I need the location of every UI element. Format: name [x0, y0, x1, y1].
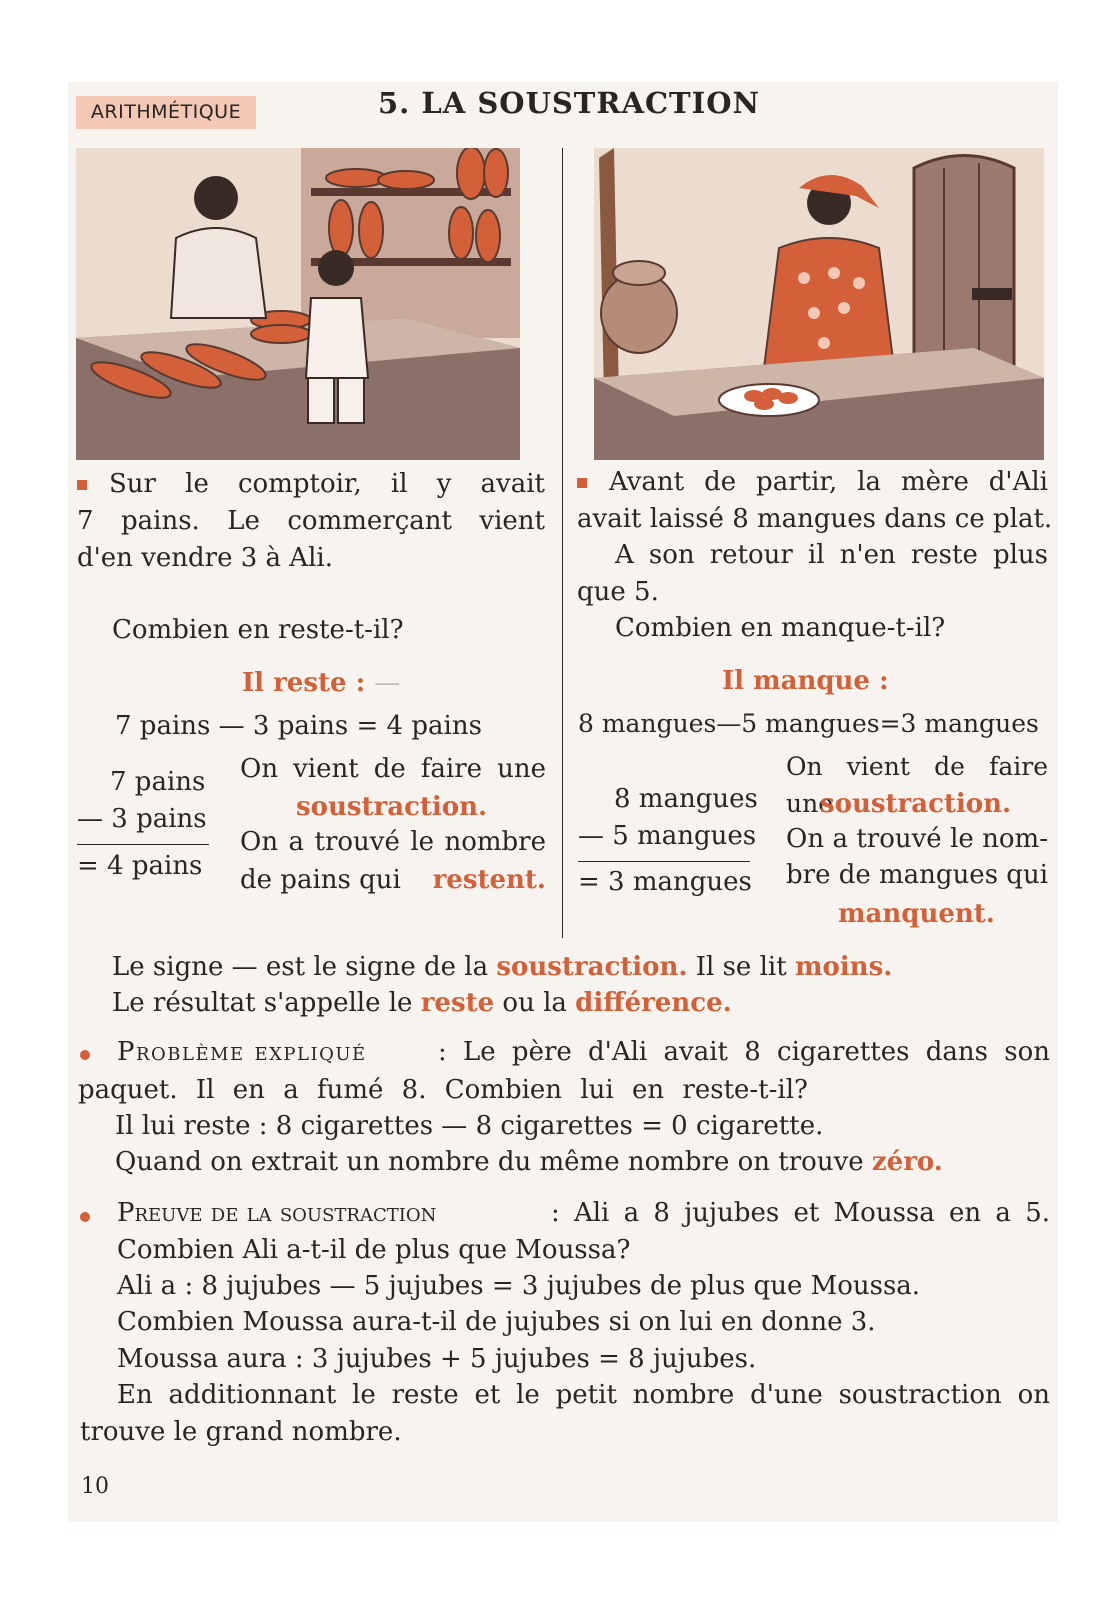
left-explain-1: On vient de faire une: [240, 754, 546, 784]
preuve-line-4: Combien Moussa aura-t-il de jujubes si on lui en donne 3.: [117, 1307, 876, 1337]
bullet-dot-icon: [80, 1050, 90, 1060]
definition-line-1: Le signe — est le signe de la soustraction. Il se lit moins.: [112, 952, 893, 982]
left-explain-4: de pains qui restent.: [240, 865, 546, 895]
preuve-heading: Preuve de la soustraction: [117, 1198, 437, 1228]
right-intro-line-1: Avant de partir, la mère d'Ali: [577, 464, 1048, 501]
subject-tag: ARITHMÉTIQUE: [76, 96, 256, 129]
right-col-sub: — 5 mangues: [578, 821, 757, 851]
probleme-line-4: Quand on extrait un nombre du même nombre on trouve zéro.: [115, 1147, 943, 1177]
probleme-line-2: paquet. Il en a fumé 8. Combien lui en reste-t-il?: [78, 1075, 808, 1105]
preuve-line-7: trouve le grand nombre.: [80, 1417, 402, 1447]
left-col-bar: [77, 844, 209, 845]
preuve-line-2: Combien Ali a-t-il de plus que Moussa?: [117, 1235, 631, 1265]
right-explain-3: On a trouvé le nom-: [786, 824, 1048, 854]
left-intro-line-2: 7 pains. Le commerçant vient: [77, 506, 545, 536]
preuve-line-3: Ali a : 8 jujubes — 5 jujubes = 3 jujubes de plus que Moussa.: [117, 1271, 921, 1301]
left-col-top: 7 pains: [110, 767, 206, 797]
bullet-dot-icon: [80, 1212, 90, 1222]
left-intro-line-3: d'en vendre 3 à Ali.: [77, 543, 333, 573]
preuve-line-5: Moussa aura : 3 jujubes + 5 jujubes = 8 jujubes.: [117, 1344, 757, 1374]
left-explain-2: soustraction.: [296, 792, 488, 822]
right-explain-2: soustraction.: [820, 789, 1012, 819]
left-answer-label: Il reste : —: [242, 668, 401, 698]
preuve-line-1: Preuve de la soustraction : Ali a 8 jujubes et Moussa en a 5.: [117, 1195, 1050, 1232]
right-answer-label: Il manque :: [722, 666, 889, 696]
left-equation: 7 pains — 3 pains = 4 pains: [115, 711, 482, 741]
left-explain-3: On a trouvé le nombre: [240, 827, 546, 857]
probleme-line-3: Il lui reste : 8 cigarettes — 8 cigarettes = 0 cigarette.: [115, 1111, 824, 1141]
bakery-illustration: [76, 148, 520, 460]
right-intro-line-2: avait laissé 8 mangues dans ce plat.: [577, 504, 1053, 534]
square-bullet-icon: [577, 478, 587, 488]
page-title: 5. LA SOUSTRACTION: [378, 86, 760, 120]
right-explain-1: On vient de faire une: [786, 752, 1048, 818]
right-equation: 8 mangues—5 mangues=3 mangues: [578, 709, 1039, 738]
right-intro-line-3: A son retour il n'en reste plus: [615, 540, 1048, 570]
left-intro-line-1: Sur le comptoir, il y avait: [77, 466, 545, 503]
preuve-line-6: En additionnant le reste et le petit nombre d'une soustraction on: [117, 1380, 1050, 1410]
page-number: 10: [81, 1474, 109, 1499]
column-divider: [562, 148, 563, 938]
right-col-bar: [578, 861, 750, 862]
square-bullet-icon: [77, 480, 87, 490]
right-col-result: = 3 mangues: [578, 867, 752, 897]
right-col-top: 8 mangues: [614, 784, 758, 814]
left-question: Combien en reste-t-il?: [112, 615, 404, 645]
mother-illustration: [594, 148, 1044, 460]
probleme-heading: Problème expliqué: [117, 1037, 367, 1067]
definition-line-2: Le résultat s'appelle le reste ou la différence.: [112, 988, 732, 1018]
left-col-sub: — 3 pains: [77, 804, 207, 834]
right-explain-4: bre de mangues qui: [786, 860, 1049, 890]
right-intro-line-4: que 5.: [577, 577, 659, 607]
probleme-line-1: Problème expliqué : Le père d'Ali avait 8 cigarettes dans son: [117, 1034, 1050, 1071]
left-col-result: = 4 pains: [77, 851, 203, 881]
right-explain-5: manquent.: [838, 899, 995, 929]
right-question: Combien en manque-t-il?: [615, 613, 946, 643]
